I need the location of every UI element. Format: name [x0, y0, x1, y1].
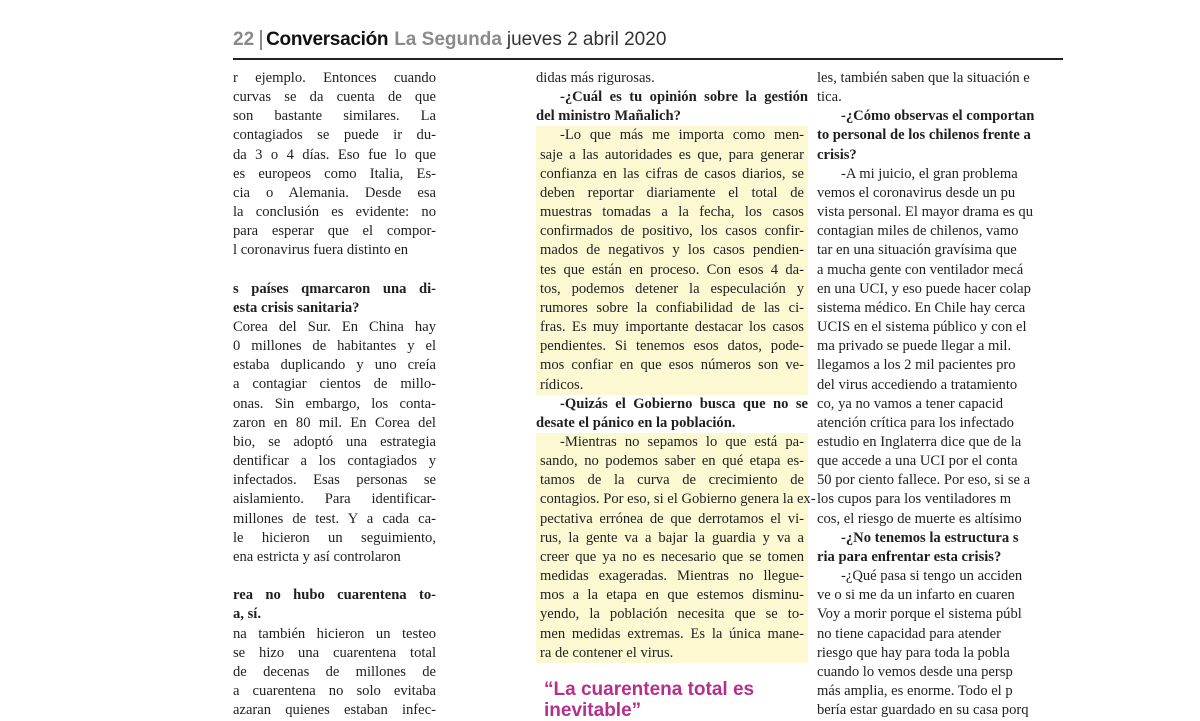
- article-text-line: saje a las autoridades es que, para generar: [536, 146, 808, 165]
- article-text-line: a contagiar cientos de millo-: [233, 376, 436, 393]
- article-text-line: sando, no podemos saber en qué etapa es-: [536, 452, 808, 471]
- paragraph-gap: [233, 567, 436, 586]
- article-text-line: r ejemplo. Entonces cuando: [233, 70, 436, 86]
- article-text-line: ra de contener el virus.: [536, 644, 808, 663]
- pull-quote-line: “La cuarentena total es: [544, 678, 755, 700]
- article-text-line: la conclusión es evidente: no: [233, 204, 436, 221]
- issue-date: jueves 2 abril 2020: [506, 29, 667, 50]
- article-text-line: tamos de la curva de crecimiento de: [536, 471, 808, 490]
- article-text-line: muestras tomadas a la fecha, los casos: [536, 203, 808, 222]
- article-text-line: -A mi juicio, el gran problema: [841, 165, 1018, 182]
- article-text-line: contagios. Por eso, si el Gobierno genera la ex-: [536, 490, 808, 509]
- interview-question-line: crisis?: [817, 146, 857, 163]
- article-text-line: azaran quienes estaban infec-: [233, 702, 436, 719]
- article-text-line: deben reportar diariamente el total de: [536, 184, 808, 203]
- article-text-line: infectados. Esas personas se: [233, 472, 436, 489]
- article-text-line: Voy a morir porque el sistema públ: [817, 606, 1022, 623]
- article-text-line: zaron en 80 mil. En Corea del: [233, 414, 436, 431]
- article-text-line: no tiene capacidad para atender: [817, 625, 1001, 642]
- article-text-line: bería estar guardado en su casa porq: [817, 702, 1029, 719]
- article-text-line: mados de negativos y los casos pendien-: [536, 241, 808, 260]
- article-text-line: vemos el coronavirus desde un pu: [817, 184, 1016, 201]
- article-text-line: se hizo una cuarentena total: [233, 644, 436, 661]
- publication-name: La Segunda: [394, 29, 502, 50]
- article-text-line: es europeos como Italia, Es-: [233, 165, 436, 182]
- article-text-line: medidas exageradas. Mientras no llegue-: [536, 567, 808, 586]
- interview-question-line: s países qmarcaron una di-: [233, 280, 436, 297]
- article-text-line: llegamos a los 2 mil pacientes pro: [817, 357, 1016, 374]
- article-text-line: tar en una situación gravísima que: [817, 242, 1017, 259]
- article-text-line: co, ya no vamos a tener capacid: [817, 395, 1003, 412]
- article-text-line: pectativa errónea de que derrotamos el vi-: [536, 510, 808, 529]
- article-text-line: que accede a una UCI por el conta: [817, 453, 1018, 470]
- article-text-line: mos a la etapa en que estemos disminu-: [536, 586, 808, 605]
- article-text-line: millones de test. Y a cada ca-: [233, 510, 436, 527]
- article-text-line: tes que están en proceso. Con esos 4 da-: [536, 261, 808, 280]
- section-title: Conversación: [266, 29, 389, 50]
- article-text-line: tica.: [817, 89, 842, 106]
- article-text-line: rus, la gente va a bajar la guardia y va a: [536, 529, 808, 548]
- article-text-line: a cuarentena no solo evitaba: [233, 682, 436, 699]
- article-text-line: confianza en las cifras de casos diarios, se: [536, 165, 808, 184]
- article-text-line: les, también saben que la situación e: [817, 70, 1030, 86]
- article-text-line: didas más rigurosas.: [536, 70, 655, 86]
- article-text-line: para esperar que el compor-: [233, 223, 436, 240]
- article-text-line: aislamiento. Para identificar-: [233, 491, 436, 508]
- article-column-1: [233, 69, 436, 719]
- pull-quote: [536, 679, 808, 721]
- article-text-line: ena estricta y así controlaron: [233, 548, 401, 565]
- article-text-line: Corea del Sur. En China hay: [233, 319, 436, 336]
- article-text-line: riesgo que hay para toda la pobla: [817, 644, 1010, 661]
- article-text-line: UCIS en el sistema público y con el: [817, 319, 1027, 336]
- interview-question-line: del ministro Mañalich?: [536, 108, 681, 125]
- paragraph-gap: [233, 261, 436, 280]
- interview-question-line: rea no hubo cuarentena to-: [233, 587, 436, 604]
- article-text-line: bio, se adoptó una estrategia: [233, 433, 436, 450]
- article-text-line: los cupos para los ventiladores m: [817, 491, 1012, 508]
- article-text-line: estaba duplicando y uno creía: [233, 357, 436, 374]
- article-text-line: estudio en Inglaterra dice que de la: [817, 433, 1022, 450]
- interview-question-line: -¿Cómo observas el comportan: [841, 108, 1035, 125]
- article-text-line: yendo, la población necesita que se to-: [536, 605, 808, 624]
- interview-question-line: a, sí.: [233, 606, 261, 623]
- article-text-line: 0 millones de habitantes y el: [233, 338, 436, 355]
- article-text-line: na también hicieron un testeo: [233, 625, 436, 642]
- article-text-line: en una UCI, y eso puede hacer colap: [817, 280, 1031, 297]
- article-text-line: fras. Es muy importante destacar los casos: [536, 318, 808, 337]
- interview-question-line: ria para enfrentar esta crisis?: [817, 548, 1002, 565]
- article-text-line: -Lo que más me importa como men-: [536, 126, 808, 145]
- article-text-line: vista personal. El mayor drama es qu: [817, 204, 1034, 221]
- pull-quote-line: inevitable”: [544, 699, 642, 721]
- article-text-line: creer que ya no es necesario que se tomen: [536, 548, 808, 567]
- article-text-line: dentificar a los contagiados y: [233, 453, 436, 470]
- article-text-line: confirmados de positivo, los casos confir-: [536, 222, 808, 241]
- article-column-3: [817, 69, 1047, 719]
- article-text-line: ma privado se puede llegar a mil.: [817, 338, 1012, 355]
- interview-question-line: esta crisis sanitaria?: [233, 299, 360, 316]
- article-text-line: l coronavirus fuera distinto en: [233, 242, 409, 259]
- article-text-line: ve o si me da un infarto en cuaren: [817, 587, 1015, 604]
- article-text-line: rumores sobre la confiabilidad de las ci-: [536, 299, 808, 318]
- article-text-line: men medidas extremas. Es la única mane-: [536, 625, 808, 644]
- article-text-line: tos, podemos detener la especulación y: [536, 280, 808, 299]
- header-divider: [260, 30, 262, 50]
- article-text-line: curvas se da cuenta de que: [233, 89, 436, 106]
- article-text-line: a mucha gente con ventilador mecá: [817, 261, 1024, 278]
- article-text-line: del virus accediendo a tratamiento: [817, 376, 1018, 393]
- article-text-line: cia o Alemania. Desde esa: [233, 184, 436, 201]
- article-text-line: -¿Qué pasa si tengo un acciden: [841, 568, 1023, 585]
- interview-question-line: desate el pánico en la población.: [536, 414, 736, 431]
- article-text-line: más amplia, es enorme. Todo el p: [817, 683, 1013, 699]
- interview-question-line: to personal de los chilenos frente a: [817, 127, 1031, 144]
- article-text-line: pendientes. Si tenemos esos datos, pode-: [536, 337, 808, 356]
- article-text-line: mos confiar en que esos números son ve-: [536, 356, 808, 375]
- header-rule: [233, 58, 1063, 60]
- article-text-line: contagiados se puede ir du-: [233, 127, 436, 144]
- article-text-line: son bastante similares. La: [233, 108, 436, 125]
- article-text-line: cos, el riesgo de muerte es altísimo: [817, 510, 1022, 527]
- article-text-line: le hicieron un seguimiento,: [233, 529, 436, 546]
- article-text-line: -Mientras no sepamos lo que está pa-: [536, 433, 808, 452]
- interview-question-line: -¿Cuál es tu opinión sobre la gestión: [560, 89, 808, 106]
- article-text-line: de decenas de millones de: [233, 663, 436, 680]
- article-text-line: contagian miles de chilenos, vamo: [817, 223, 1019, 240]
- article-column-2: [536, 69, 816, 721]
- page-number: 22: [233, 29, 255, 50]
- article-text-line: rídicos.: [536, 376, 808, 395]
- article-text-line: sistema médico. En Chile hay cerca: [817, 299, 1026, 316]
- article-text-line: onas. Sin embargo, los conta-: [233, 395, 436, 412]
- article-text-line: atención crítica para los infectado: [817, 414, 1014, 431]
- interview-question-line: -¿No tenemos la estructura s: [841, 529, 1019, 546]
- article-text-line: 50 por ciento fallece. Por eso, si se a: [817, 472, 1031, 489]
- interview-question-line: -Quizás el Gobierno busca que no se: [560, 395, 808, 412]
- page-header: [233, 28, 1063, 52]
- article-text-line: cuando lo vemos desde una persp: [817, 663, 1013, 680]
- article-text-line: da 3 o 4 días. Eso fue lo que: [233, 146, 436, 163]
